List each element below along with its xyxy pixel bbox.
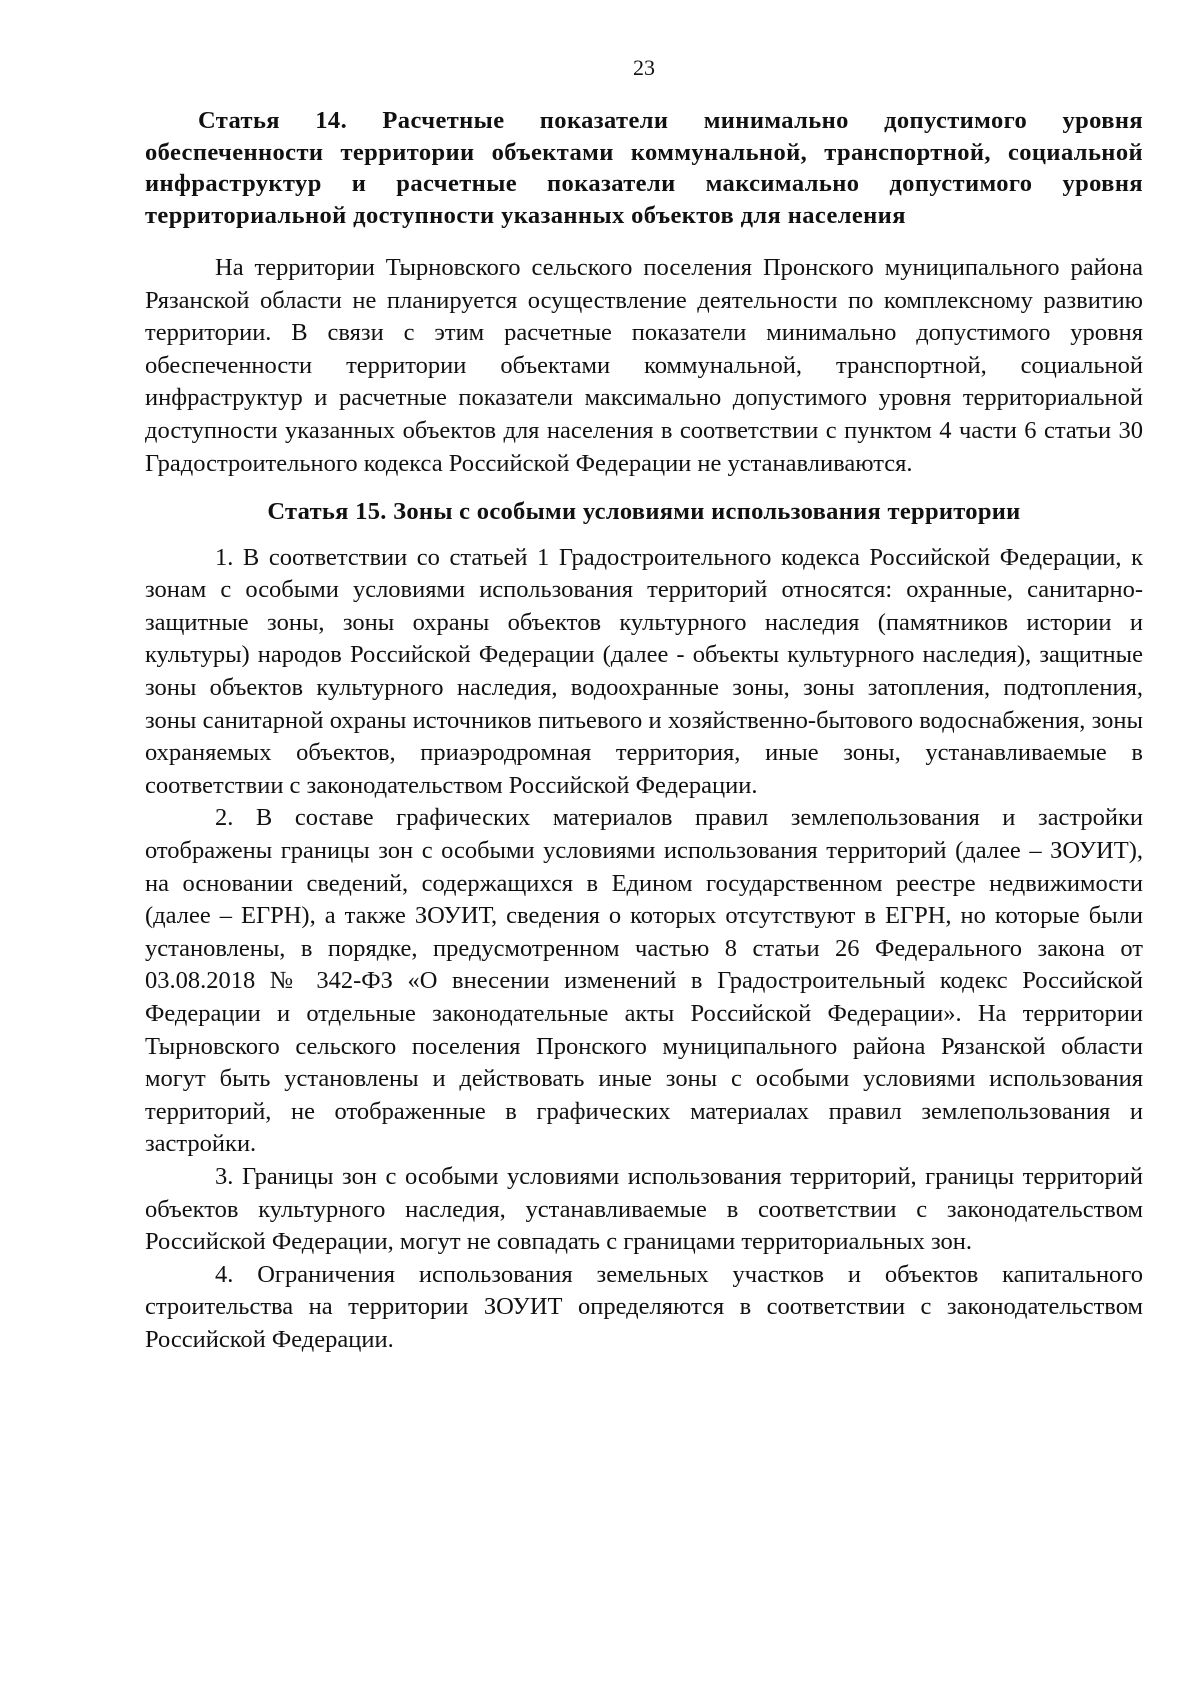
article-14-paragraph: На территории Тырновского сельского поселения Пронского муниципального района Рязанской области не планируется осуществление деятельности по комплексному развитию территории. В связи с этим расчетные показатели минимально допустимого уровня обеспеченности территории объектами коммунальной, транспортной, социальной инфраструктур и расчетные показатели максимально допустимого уровня территориальной доступности указанных объектов для населения в соответствии с пунктом 4 части 6 статьи 30 Градостроительного кодекса Российской Федерации не устанавливаются. xyxy=(145,254,1143,477)
article-15-paragraph-3: 3. Границы зон с особыми условиями использования территорий, границы территорий объектов культурного наследия, устанавливаемые в соответствии с законодательством Российской Федерации, могут не совпадать с границами территориальных зон. xyxy=(145,1162,1143,1256)
article-15-paragraph-2: 2. В составе графических материалов правил землепользования и застройки отображены границы зон с особыми условиями использования территорий (далее – ЗОУИТ), на основании сведений, содержащихся в Едином государственном реестре недвижимости (далее – ЕГРН), а также ЗОУИТ, сведения о которых отсутствуют в ЕГРН, но которые были установлены, в порядке, предусмотренном частью 8 статьи 26 Федерального закона от 03.08.2018 № 342-ФЗ «О внесении изменений в Градостроительный кодекс Российской Федерации и отдельные законодательные акты Российской Федерации». На территории Тырновского сельского поселения Пронского муниципального района Рязанской области могут быть установлены и действовать иные зоны с особыми условиями использования территорий, не отображенные в графических материалах правил землепользования и застройки. xyxy=(145,804,1143,1158)
spacer xyxy=(145,231,1143,252)
article-15-paragraph-4: 4. Ограничения использования земельных участков и объектов капитального строительства на территории ЗОУИТ определяются в соответствии с законодательством Российской Федерации. xyxy=(145,1260,1143,1353)
article-15-heading: Статья 15. Зоны с особыми условиями использования территории xyxy=(267,498,1021,526)
article-14-heading: Статья 14. Расчетные показатели минимально допустимого уровня обеспеченности территории объектами коммунальной, транспортной, социальной инфраструктур и расчетные показатели максимально допустимого уровня территориальной доступности указанных объектов для населения xyxy=(145,107,1143,229)
article-15-paragraph-1: 1. В соответствии со статьей 1 Градостроительного кодекса Российской Федерации, к зонам с особыми условиями использования территорий относятся: охранные, санитарно-защитные зоны, зоны охраны объектов культурного наследия (памятников истории и культуры) народов Российской Федерации (далее - объекты культурного наследия), защитные зоны объектов культурного наследия, водоохранные зоны, зоны затопления, подтопления, зоны санитарной охраны источников питьевого и хозяйственно-бытового водоснабжения, зоны охраняемых объектов, приаэродромная территория, иные зоны, устанавливаемые в соответствии с законодательством Российской Федерации. xyxy=(145,543,1143,799)
page-number: 23 xyxy=(633,55,655,80)
spacer xyxy=(145,480,1143,496)
document-page xyxy=(145,55,1143,1357)
spacer xyxy=(145,528,1143,542)
